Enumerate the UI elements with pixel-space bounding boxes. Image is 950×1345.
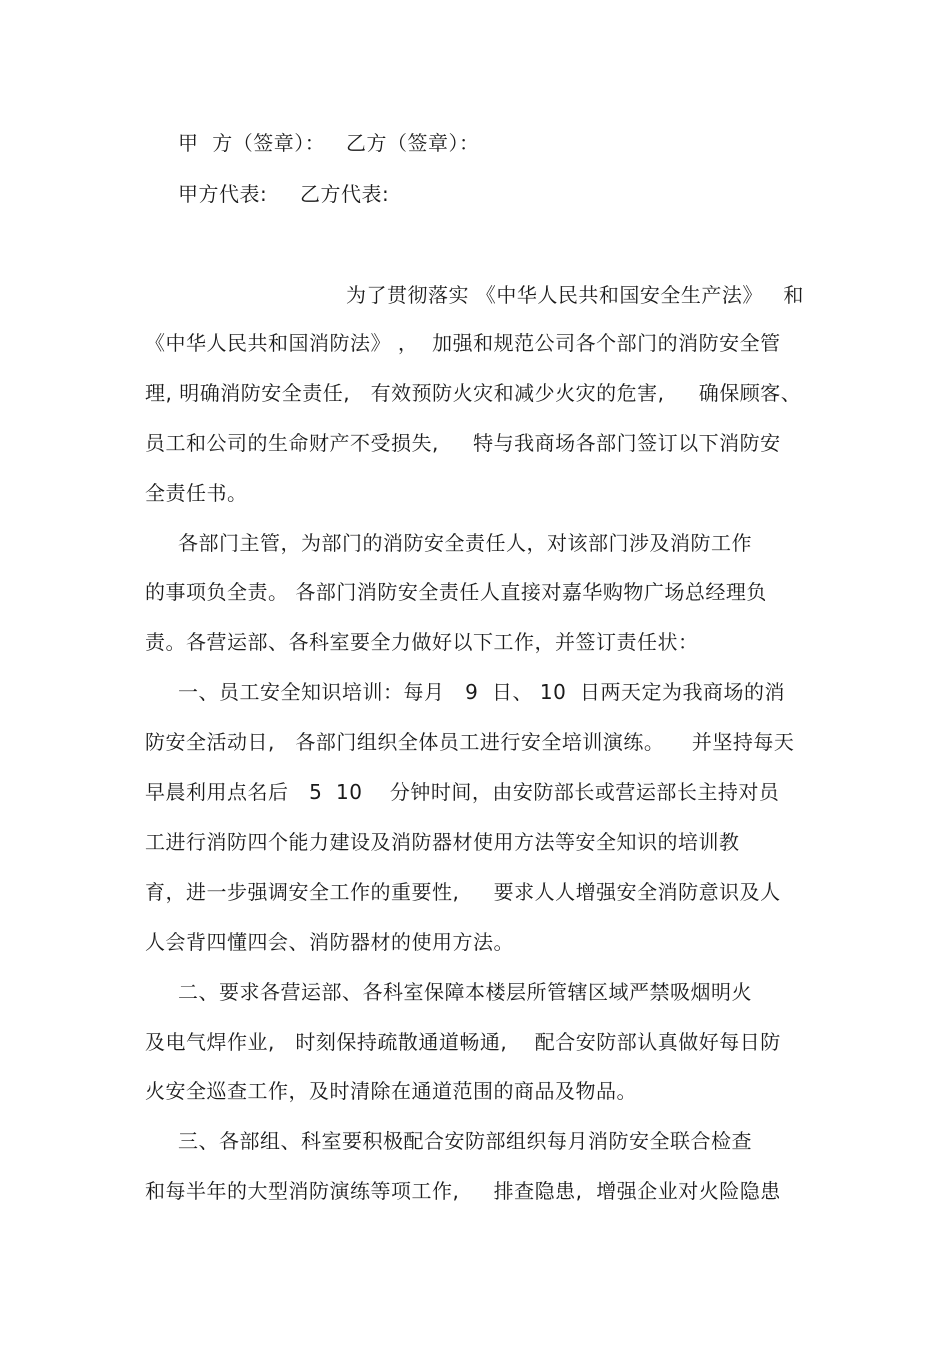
paragraph-line: 和每半年的大型消防演练等项工作, 排查隐患, 增强企业对火险隐患 bbox=[145, 1179, 781, 1203]
paragraph-line: 各部门主管，为部门的消防安全责任人，对该部门涉及消防工作 bbox=[178, 531, 752, 555]
paragraph-line: 责。各营运部、各科室要全力做好以下工作，并签订责任状： bbox=[145, 630, 699, 654]
paragraph-line: 工进行消防四个能力建设及消防器材使用方法等安全知识的培训教 bbox=[145, 830, 740, 854]
paragraph-line: 早晨利用点名后 5 10 分钟时间，由安防部长或营运部长主持对员 bbox=[145, 780, 780, 804]
paragraph-line: 的事项负全责。 各部门消防安全责任人直接对嘉华购物广场总经理负 bbox=[145, 580, 767, 604]
paragraph-line: 二、要求各营运部、各科室保障本楼层所管辖区域严禁吸烟明火 bbox=[178, 980, 752, 1004]
paragraph-line: 人会背四懂四会、消防器材的使用方法。 bbox=[145, 930, 514, 954]
paragraph-line: 一、员工安全知识培训：每月 9 日、 10 日两天定为我商场的消 bbox=[178, 680, 786, 704]
paragraph-line: 防安全活动日, 各部门组织全体员工进行安全培训演练。 并坚持每天 bbox=[145, 730, 795, 754]
paragraph-line: 为了贯彻落实 《中华人民共和国安全生产法》 和 bbox=[346, 283, 804, 307]
paragraph-line: 育，进一步强调安全工作的重要性, 要求人人增强安全消防意识及人 bbox=[145, 880, 781, 904]
paragraph-line: 《中华人民共和国消防法》 ， 加强和规范公司各个部门的消防安全管 bbox=[145, 331, 781, 355]
paragraph-line: 三、各部组、科室要积极配合安防部组织每月消防安全联合检查 bbox=[178, 1129, 752, 1153]
paragraph-line: 及电气焊作业, 时刻保持疏散通道畅通, 配合安防部认真做好每日防 bbox=[145, 1030, 781, 1054]
paragraph-line: 理, 明确消防安全责任, 有效预防火灾和减少火灾的危害, 确保顾客、 bbox=[145, 381, 802, 405]
party-a-rep-label: 甲方代表: bbox=[178, 182, 268, 206]
party-b-seal-label: 乙方（签章）： bbox=[346, 131, 480, 155]
paragraph-line: 全责任书。 bbox=[145, 481, 248, 505]
party-a-seal-label: 甲 方（签章）： bbox=[178, 131, 326, 155]
party-b-rep-label: 乙方代表: bbox=[300, 182, 390, 206]
paragraph-line: 员工和公司的生命财产不受损失, 特与我商场各部门签订以下消防安 bbox=[145, 431, 781, 455]
paragraph-line: 火安全巡查工作，及时清除在通道范围的商品及物品。 bbox=[145, 1079, 637, 1103]
